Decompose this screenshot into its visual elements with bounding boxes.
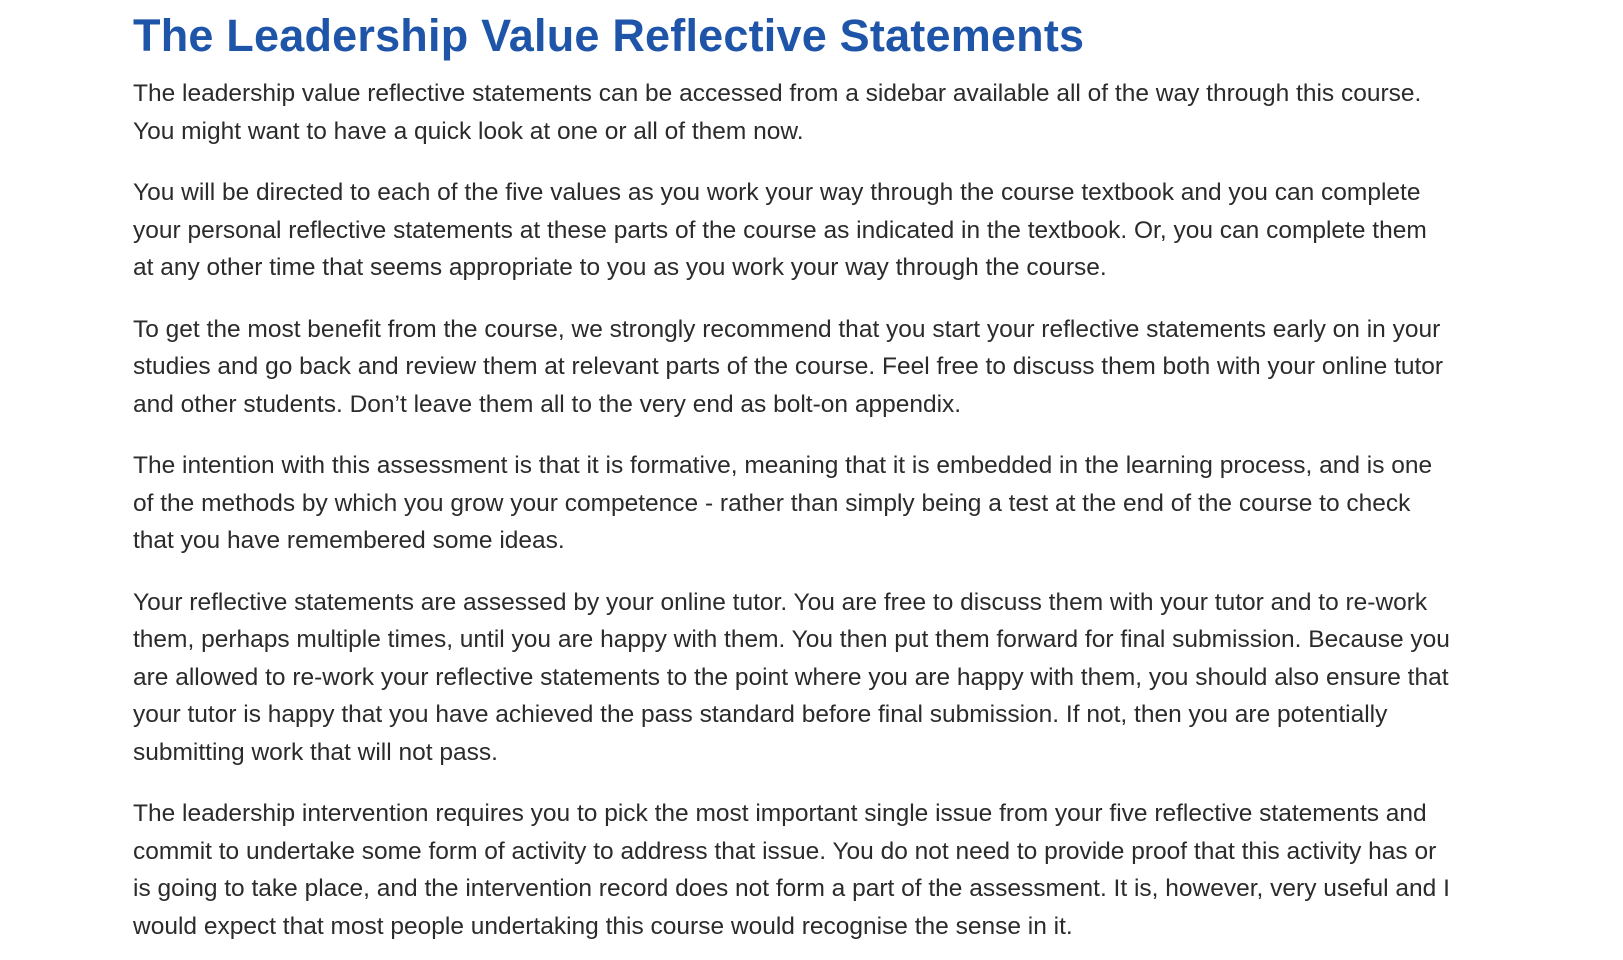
page-title: The Leadership Value Reflective Statements — [133, 10, 1085, 61]
paragraph-formative-assessment: The intention with this assessment is that it is formative, meaning that it is embedded in the learning process, and is one of the methods by which you grow your competence - rather than simply being a test at the end of the course to check that you have remembered some ideas. — [133, 452, 1433, 554]
paragraph-sidebar-access: The leadership value reflective statements can be accessed from a sidebar available all of the way through this course. You might want to have a quick look at one or all of them now. — [133, 80, 1422, 145]
paragraph-leadership-intervention: The leadership intervention requires you to pick the most important single issue from your five reflective statements and commit to undertake some form of activity to address that issue. You do not need to provide proof that this activity has or is going to take place, and the intervention record does not form a part of the assessment. It is, however, very useful and I would expect that most people undertaking this course would recognise the sense in it. — [133, 800, 1450, 940]
article-content — [133, 0, 1453, 945]
paragraph-tutor-assessment: Your reflective statements are assessed by your online tutor. You are free to discuss them with your tutor and to re-work them, perhaps multiple times, until you are happy with them. You then put them forward for final submission. Because you are allowed to re-work your reflective statements to the point where you are happy with them, you should also ensure that your tutor is happy that you have achieved the pass standard before final submission. If not, then you are potentially submitting work that will not pass. — [133, 588, 1450, 766]
paragraph-five-values: You will be directed to each of the five values as you work your way through the course textbook and you can complete your personal reflective statements at these parts of the course as indicated in the textbook. Or, you can complete them at any other time that seems appropriate to you as you work your way through the course. — [133, 179, 1427, 281]
paragraph-recommendation: To get the most benefit from the course, we strongly recommend that you start your reflective statements early on in your studies and go back and review them at relevant parts of the course. Feel free to discuss them both with your online tutor and other students. Don’t leave them all to the very end as bolt-on appendix. — [133, 315, 1444, 418]
